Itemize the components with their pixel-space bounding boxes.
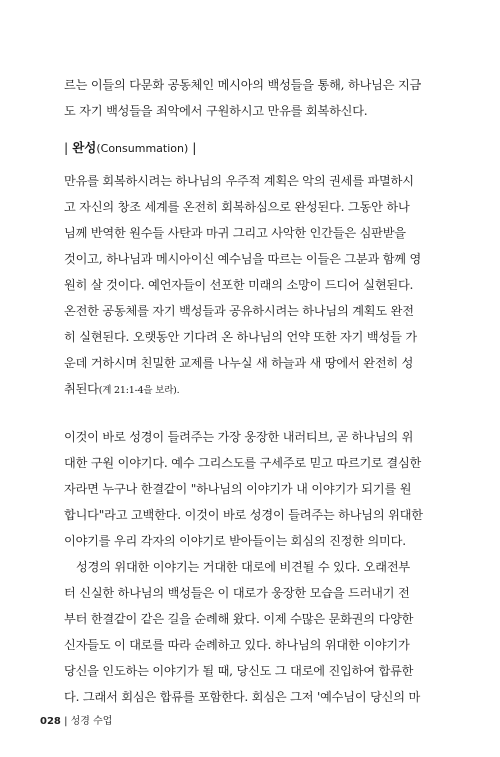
- paragraph-1: [64, 72, 436, 124]
- heading-korean: 완성: [72, 140, 97, 155]
- book-title: 성경 수업: [70, 716, 113, 727]
- text-line-last: [64, 376, 436, 402]
- text-line: 고 자신의 창조 세계를 온전히 회복하심으로 완성된다. 그동안 하나: [64, 200, 410, 214]
- text-line: 부터 한결같이 같은 길을 순례해 왔다. 이제 수많은 문화권의 다양한: [64, 612, 414, 626]
- text-line: 이것이 바로 성경이 들려주는 가장 웅장한 내러티브, 곧 하나님의 위: [64, 430, 414, 444]
- text-line: 다. 그래서 회심은 합류를 포함한다. 회심은 그저 '예수님이 당신의 마: [64, 690, 421, 704]
- text-fragment: 취된다: [64, 382, 99, 396]
- section-heading: [64, 138, 436, 158]
- paragraph-3: [64, 424, 436, 554]
- heading-english: (Consummation): [96, 142, 189, 155]
- text-line: 님께 반역한 원수들 사탄과 마귀 그리고 사악한 인간들은 심판받을: [64, 226, 406, 240]
- page-number: 028: [40, 716, 61, 727]
- paragraph-gap: [64, 402, 436, 424]
- text-line: 르는 이들의 다문화 공동체인 메시아의 백성들을 통해, 하나님은 지금: [64, 78, 422, 92]
- page-body: [64, 72, 436, 710]
- text-line: 대한 구원 이야기다. 예수 그리스도를 구세주로 믿고 따르기로 결심한: [64, 456, 422, 470]
- text-line: 신자들도 이 대로를 따라 순례하고 있다. 하나님의 위대한 이야기가: [64, 638, 410, 652]
- text-line: 온전한 공동체를 자기 백성들과 공유하시려는 하나님의 계획도 완전: [64, 304, 414, 318]
- scripture-reference: (계 21:1-4을 보라).: [98, 385, 180, 396]
- text-line: 터 신실한 하나님의 백성들은 이 대로가 웅장한 모습을 드러내기 전: [64, 586, 410, 600]
- text-line: 만유를 회복하시려는 하나님의 우주적 계획은 악의 권세를 파멸하시: [64, 174, 414, 188]
- text-line: 자라면 누구나 한결같이 "하나님의 이야기가 내 이야기가 되기를 원: [64, 482, 412, 496]
- page-footer: [40, 712, 112, 727]
- text-line: 원히 살 것이다. 예언자들이 선포한 미래의 소망이 드디어 실현된다.: [64, 278, 414, 292]
- text-line: 당신을 인도하는 이야기가 될 때, 당신도 그 대로에 진입하여 합류한: [64, 664, 414, 678]
- text-line: 운데 거하시며 친밀한 교제를 나누실 새 하늘과 새 땅에서 완전히 성: [64, 356, 414, 370]
- heading-bar-left: |: [64, 140, 69, 155]
- heading-bar-right: |: [192, 140, 197, 155]
- paragraph-2: [64, 168, 436, 402]
- text-line: 합니다"라고 고백한다. 이것이 바로 성경이 들려주는 하나님의 위대한: [64, 508, 423, 522]
- text-line: 성경의 위대한 이야기는 거대한 대로에 비견될 수 있다. 오래전부: [76, 560, 410, 574]
- footer-separator: |: [64, 716, 68, 727]
- text-line: 히 실현된다. 오랫동안 기다려 온 하나님의 언약 또한 자기 백성들 가: [64, 330, 417, 344]
- text-line: 이야기를 우리 각자의 이야기로 받아들이는 회심의 진정한 의미다.: [64, 534, 406, 548]
- text-line: 것이고, 하나님과 메시아이신 예수님을 따르는 이들은 그분과 함께 영: [64, 252, 422, 266]
- text-line: 도 자기 백성들을 죄악에서 구원하시고 만유를 회복하신다.: [64, 104, 368, 118]
- paragraph-4: [64, 554, 436, 710]
